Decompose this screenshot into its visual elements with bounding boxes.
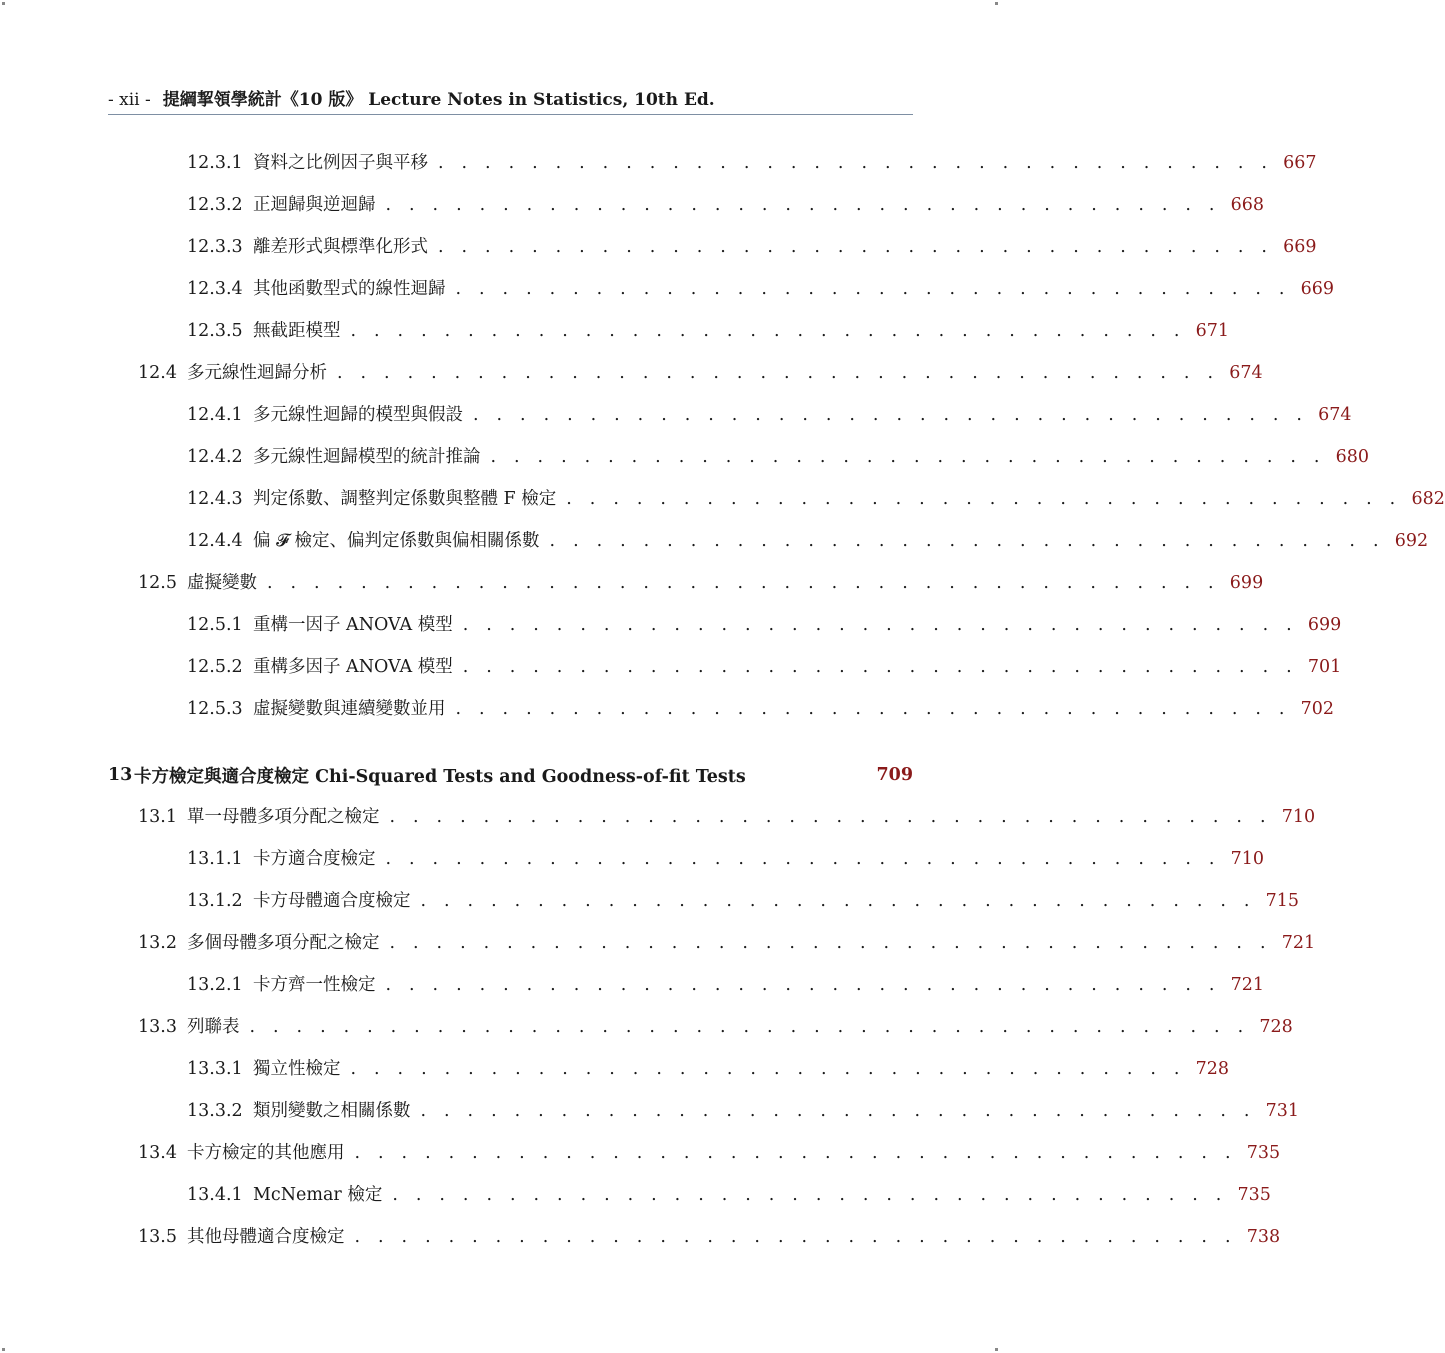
entry-number: 13.4.1 [187, 1185, 243, 1205]
entry-page: 669 [1283, 237, 1317, 257]
leader-dots: . . . . . . . . . . . . . . . . . . . . . . . . . . . . . . . . . . . . . . [389, 807, 1272, 827]
entry-title: 多元線性迴歸模型的統計推論 [253, 447, 481, 467]
entry-number: 13.1.2 [187, 891, 243, 911]
entry-title: 獨立性檢定 [253, 1059, 341, 1079]
entry-page: 692 [1394, 531, 1429, 551]
entry-number: 12.3.1 [187, 153, 243, 173]
entry-page: 728 [1259, 1017, 1293, 1037]
toc-entry[interactable] [138, 1132, 1281, 1174]
entry-title: 偏 𝓕 檢定、偏判定係數與偏相關係數 [253, 531, 540, 551]
leader-dots: . . . . . . . . . . . . . . . . . . . . . . . . . . . . . . . . . . . . . . . . . [267, 573, 1220, 593]
toc-entry[interactable] [138, 1006, 1293, 1048]
crop-mark [2, 1348, 5, 1351]
toc-entry[interactable] [187, 604, 1342, 646]
leader-dots: . . . . . . . . . . . . . . . . . . . . . . . . . . . . . . . . . . . . . . [337, 363, 1220, 383]
toc-entry[interactable] [187, 1174, 1271, 1216]
entry-title: 單一母體多項分配之檢定 [187, 807, 380, 827]
entry-page: 721 [1281, 933, 1316, 953]
entry-title: 資料之比例因子與平移 [253, 153, 428, 173]
toc-entry[interactable] [187, 1090, 1300, 1132]
leader-dots: . . . . . . . . . . . . . . . . . . . . . . . . . . . . . . . . . . . . [438, 153, 1274, 173]
entry-page: 674 [1229, 363, 1263, 383]
entry-page: 731 [1265, 1101, 1300, 1121]
entry-title: 卡方母體適合度檢定 [253, 891, 411, 911]
toc-entry[interactable] [187, 310, 1230, 352]
entry-page: 728 [1195, 1059, 1230, 1079]
entry-number: 13.3.2 [187, 1101, 243, 1121]
toc-entry[interactable] [187, 646, 1342, 688]
toc-entry[interactable] [187, 226, 1317, 268]
leader-dots: . . . . . . . . . . . . . . . . . . . . . . . . . . . . . . . . . . . . [420, 891, 1256, 911]
toc-entry[interactable] [138, 352, 1263, 394]
crop-mark [2, 2, 5, 5]
entry-page: 674 [1318, 405, 1352, 425]
toc-entry[interactable] [187, 478, 1445, 520]
entry-number: 12.5 [138, 573, 177, 593]
entry-number: 13.1.1 [187, 849, 243, 869]
entry-page: 668 [1230, 195, 1265, 215]
entry-title: 列聯表 [187, 1017, 240, 1037]
leader-dots: . . . . . . . . . . . . . . . . . . . . . . . . . . . . . . . . . . . . [438, 237, 1274, 257]
leader-dots: . . . . . . . . . . . . . . . . . . . . . . . . . . . . . . . . . . . . [385, 849, 1221, 869]
entry-title: 多元線性迴歸的模型與假設 [253, 405, 463, 425]
leader-dots: . . . . . . . . . . . . . . . . . . . . . . . . . . . . . . . . . . . . . . [354, 1227, 1237, 1247]
entry-title: 卡方齊一性檢定 [253, 975, 376, 995]
entry-page: 710 [1230, 849, 1265, 869]
entry-number: 12.4.3 [187, 489, 243, 509]
leader-dots: . . . . . . . . . . . . . . . . . . . . . . . . . . . . . . . . . . . . [566, 489, 1402, 509]
entry-page: 735 [1237, 1185, 1271, 1205]
entry-number: 12.5.1 [187, 615, 243, 635]
toc-entry[interactable] [187, 436, 1370, 478]
leader-dots: . . . . . . . . . . . . . . . . . . . . . . . . . . . . . . . . . . . . . . [389, 933, 1272, 953]
entry-title: 虛擬變數與連續變數並用 [253, 699, 446, 719]
entry-number: 13.3 [138, 1017, 177, 1037]
entry-title: 無截距模型 [253, 321, 341, 341]
leader-dots: . . . . . . . . . . . . . . . . . . . . . . . . . . . . . . . . . . . . [385, 195, 1221, 215]
entry-number: 12.4 [138, 363, 177, 383]
leader-dots: . . . . . . . . . . . . . . . . . . . . . . . . . . . . . . . . . . . . [549, 531, 1385, 551]
entry-title: 重構一因子 ANOVA 模型 [253, 615, 453, 635]
toc-entry[interactable] [187, 394, 1352, 436]
leader-dots: . . . . . . . . . . . . . . . . . . . . . . . . . . . . . . . . . . . . [385, 975, 1221, 995]
leader-dots: . . . . . . . . . . . . . . . . . . . . . . . . . . . . . . . . . . . . . . [354, 1143, 1237, 1163]
entry-number: 13.4 [138, 1143, 177, 1163]
entry-title: McNemar 檢定 [253, 1185, 383, 1205]
entry-page: 682 [1411, 489, 1445, 509]
entry-number: 12.3.2 [187, 195, 243, 215]
toc-entry[interactable] [138, 562, 1264, 604]
entry-page: 699 [1307, 615, 1342, 635]
entry-number: 13.3.1 [187, 1059, 243, 1079]
entry-page: 735 [1246, 1143, 1281, 1163]
entry-title: 多個母體多項分配之檢定 [187, 933, 380, 953]
entry-title: 卡方檢定的其他應用 [187, 1143, 345, 1163]
entry-page: 738 [1246, 1227, 1281, 1247]
entry-title: 其他函數型式的線性迴歸 [253, 279, 446, 299]
running-header [108, 88, 913, 115]
entry-page: 680 [1335, 447, 1370, 467]
leader-dots: . . . . . . . . . . . . . . . . . . . . . . . . . . . . . . . . . . . . [350, 1059, 1186, 1079]
toc-entry[interactable] [187, 268, 1335, 310]
toc-entry[interactable] [187, 142, 1317, 184]
toc-entry[interactable] [187, 964, 1265, 1006]
leader-dots: . . . . . . . . . . . . . . . . . . . . . . . . . . . . . . . . . . . . [350, 321, 1186, 341]
entry-page: 702 [1300, 699, 1335, 719]
toc-entry[interactable] [187, 520, 1429, 562]
toc-entry[interactable] [187, 1048, 1230, 1090]
entry-number: 13.2.1 [187, 975, 243, 995]
entry-title: 其他母體適合度檢定 [187, 1227, 345, 1247]
entry-title: 虛擬變數 [187, 573, 257, 593]
entry-title: 重構多因子 ANOVA 模型 [253, 657, 453, 677]
toc-entry[interactable] [187, 838, 1265, 880]
entry-number: 12.4.1 [187, 405, 243, 425]
toc-entry[interactable] [187, 688, 1335, 730]
header-page-number: - xii - [108, 90, 151, 110]
entry-number: 12.3.5 [187, 321, 243, 341]
leader-dots: . . . . . . . . . . . . . . . . . . . . . . . . . . . . . . . . . . . . . . . . . . . [249, 1017, 1250, 1037]
chapter-title: 卡方檢定與適合度檢定 Chi-Squared Tests and Goodness-of-fit Tests [134, 766, 746, 787]
leader-dots: . . . . . . . . . . . . . . . . . . . . . . . . . . . . . . . . . . . . [462, 657, 1298, 677]
entry-page: 710 [1281, 807, 1316, 827]
entry-page: 701 [1307, 657, 1342, 677]
leader-dots: . . . . . . . . . . . . . . . . . . . . . . . . . . . . . . . . . . . . [490, 447, 1326, 467]
entry-number: 12.5.2 [187, 657, 243, 677]
entry-number: 13.2 [138, 933, 177, 953]
leader-dots: . . . . . . . . . . . . . . . . . . . . . . . . . . . . . . . . . . . . [462, 615, 1298, 635]
entry-page: 715 [1265, 891, 1300, 911]
entry-title: 卡方適合度檢定 [253, 849, 376, 869]
chapter-number: 13 [108, 765, 133, 785]
entry-number: 12.3.4 [187, 279, 243, 299]
toc-entry[interactable] [187, 184, 1265, 226]
toc-entry[interactable] [138, 796, 1316, 838]
crop-mark [995, 1348, 998, 1351]
entry-number: 12.4.2 [187, 447, 243, 467]
entry-title: 離差形式與標準化形式 [253, 237, 428, 257]
entry-number: 13.5 [138, 1227, 177, 1247]
entry-title: 判定係數、調整判定係數與整體 F 檢定 [253, 489, 557, 509]
toc-entry[interactable] [138, 922, 1316, 964]
entry-number: 12.3.3 [187, 237, 243, 257]
leader-dots: . . . . . . . . . . . . . . . . . . . . . . . . . . . . . . . . . . . . [420, 1101, 1256, 1121]
toc-entry[interactable] [187, 880, 1300, 922]
leader-dots: . . . . . . . . . . . . . . . . . . . . . . . . . . . . . . . . . . . . [473, 405, 1309, 425]
entry-number: 12.4.4 [187, 531, 243, 551]
toc-entry[interactable] [138, 1216, 1281, 1258]
entry-title: 類別變數之相關係數 [253, 1101, 411, 1121]
entry-title: 正迴歸與逆迴歸 [253, 195, 376, 215]
entry-page: 667 [1283, 153, 1317, 173]
leader-dots: . . . . . . . . . . . . . . . . . . . . . . . . . . . . . . . . . . . . [392, 1185, 1228, 1205]
entry-page: 699 [1229, 573, 1264, 593]
entry-page: 721 [1230, 975, 1265, 995]
entry-number: 13.1 [138, 807, 177, 827]
entry-page: 671 [1195, 321, 1230, 341]
chapter-page: 709 [876, 765, 913, 785]
header-book-title: 提綱挈領學統計《10 版》 Lecture Notes in Statistics, 10th Ed. [162, 90, 715, 110]
entry-title: 多元線性迴歸分析 [187, 363, 327, 383]
entry-number: 12.5.3 [187, 699, 243, 719]
entry-page: 669 [1300, 279, 1335, 299]
leader-dots: . . . . . . . . . . . . . . . . . . . . . . . . . . . . . . . . . . . . [455, 279, 1291, 299]
leader-dots: . . . . . . . . . . . . . . . . . . . . . . . . . . . . . . . . . . . . [455, 699, 1291, 719]
chapter-heading[interactable] [108, 754, 913, 796]
crop-mark [995, 2, 998, 5]
